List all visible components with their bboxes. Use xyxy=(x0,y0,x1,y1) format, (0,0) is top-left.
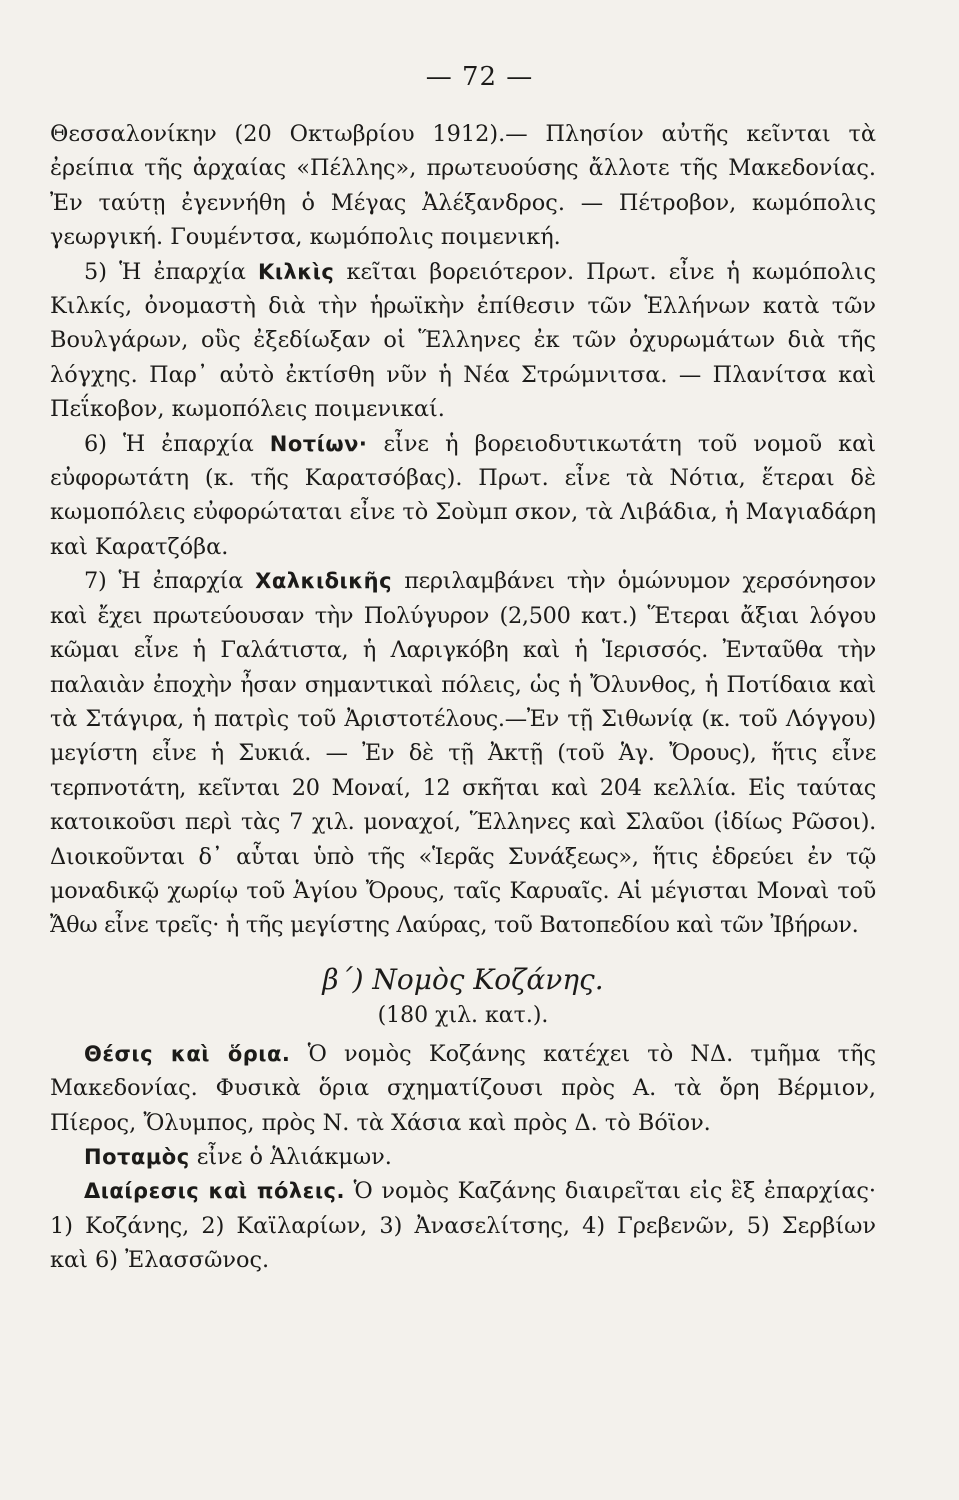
section-number-text: 7) Ἡ ἐπαρχία xyxy=(84,568,256,595)
paragraph-text: εἶνε ὁ Ἁλιάκμων. xyxy=(189,1143,392,1170)
keyword-division-cities: Διαίρεσις καὶ πόλεις. xyxy=(84,1179,345,1204)
page-body xyxy=(50,117,876,1278)
paragraph-text: κεῖται βορειότερον. Πρωτ. εἶνε ἡ κωμόπολις Κιλκίς, ὀνομαστὴ διὰ τὴν ἡρωϊκὴν ἐπίθεσιν τῶν Ἑλλήνων κατὰ τῶν Βουλγάρων, οὓς ἐξεδίωξαν οἱ Ἕλληνες ἐκ τῶν ὀχυρωμάτων διὰ τῆς λόγχης. Παρ᾽ αὐτὸ ἐκτίσθη νῦν ἡ Νέα Στρώμνιτσα. — Πλανίτσα καὶ Πεΐκοβον, κωμοπόλεις ποιμενικαί. xyxy=(50,258,876,423)
paragraph-river xyxy=(50,1140,876,1174)
paragraph-position-borders xyxy=(50,1037,876,1140)
paragraph-kilkis xyxy=(50,255,876,427)
keyword-river: Ποταμὸς xyxy=(84,1144,190,1169)
keyword-chalkidiki: Χαλκιδικῆς xyxy=(255,569,393,594)
paragraph-division-cities xyxy=(50,1174,876,1277)
paragraph-text: περιλαμβάνει τὴν ὁμώνυμον χερσόνησον καὶ ἔχει πρωτεύουσαν τὴν Πολύγυρον (2,500 κατ.) Ἕτεραι ἄξιαι λόγου κῶμαι εἶνε ἡ Γαλάτιστα, ἡ Λαριγκόβη καὶ ἡ Ἱερισσός. Ἐνταῦθα τὴν παλαιὰν ἐποχὴν ἦσαν σημαντικαὶ πόλεις, ὡς ἡ Ὄλυνθος, ἡ Ποτίδαια καὶ τὰ Στάγιρα, ἡ πατρὶς τοῦ Ἀριστοτέλους.—Ἐν τῇ Σιθωνίᾳ (κ. τοῦ Λόγγου) μεγίστη εἶνε ἡ Συκιά. — Ἐν δὲ τῇ Ἀκτῇ (τοῦ Ἁγ. Ὄρους), ἥτις εἶνε τερπνοτάτη, κεῖνται 20 Μοναί, 12 σκῆται καὶ 204 κελλία. Εἰς ταύτας κατοικοῦσι περὶ τὰς 7 χιλ. μοναχοί, Ἕλληνες καὶ Σλαῦοι (ἰδίως Ρῶσοι). Διοικοῦνται δ᾽ αὗται ὑπὸ τῆς «Ἱερᾶς Συνάξεως», ἥτις ἑδρεύει ἐν τῷ μοναδικῷ χωρίῳ τοῦ Ἁγίου Ὄρους, ταῖς Καρυαῖς. Αἱ μέγισται Μοναὶ τοῦ Ἄθω εἶνε τρεῖς· ἡ τῆς μεγίστης Λαύρας, τοῦ Βατοπεδίου καὶ τῶν Ἰβήρων. xyxy=(50,568,876,939)
section-heading: β΄) Νομὸς Κοζάνης. xyxy=(322,962,604,996)
paragraph-text: Ὁ νομὸς Κοζάνης κατέχει τὸ ΝΔ. τμῆμα τῆς Μακεδονίας. Φυσικὰ ὅρια σχηματίζουσι πρὸς Α. τὰ ὄρη Βέρμιον, Πίερος, Ὄλυμπος, πρὸς Ν. τὰ Χάσια καὶ πρὸς Δ. τὸ Βόϊον. xyxy=(50,1040,876,1136)
paragraph-chalkidiki xyxy=(50,564,876,942)
section-number-text: 5) Ἡ ἐπαρχία xyxy=(84,258,259,285)
keyword-kilkis: Κιλκὶς xyxy=(258,259,335,284)
paragraph-text: Ὁ νομὸς Καζάνης διαιρεῖται εἰς ἓξ ἐπαρχίας· 1) Κοζάνης, 2) Καϊλαρίων, 3) Ἀνασελίτσης, 4) Γρεβενῶν, 5) Σερβίων καὶ 6) Ἐλασσῶνος. xyxy=(50,1178,877,1274)
paragraph-notion xyxy=(50,427,876,565)
section-number-text: 6) Ἡ ἐπαρχία xyxy=(84,430,270,457)
keyword-position-borders: Θέσις καὶ ὅρια. xyxy=(84,1041,291,1066)
paragraph-thessaloniki: Θεσσαλονίκην (20 Οκτωβρίου 1912).— Πλησίον αὐτῆς κεῖνται τὰ ἐρείπια τῆς ἀρχαίας «Πέλλης», πρωτευούσης ἄλλοτε τῆς Μακεδονίας. Ἐν ταύτῃ ἐγεννήθη ὁ Μέγας Ἀλέξανδρος. — Πέτροβον, κωμόπολις γεωργική. Γουμέντσα, κωμόπολις ποιμενική. xyxy=(50,121,876,251)
section-subheading: (180 χιλ. κατ.). xyxy=(377,1002,549,1028)
paragraph-text: εἶνε ἡ βορειοδυτικωτάτη τοῦ νομοῦ καὶ εὐφορωτάτη (κ. τῆς Καρατσόβας). Πρωτ. εἶνε τὰ Νότια, ἕτεραι δὲ κωμοπόλεις εὐφορώταται εἶνε τὸ Σοὺμπ σκον, τὰ Λιβάδια, ἡ Μαγιαδάρη καὶ Καρατζόβα. xyxy=(50,430,876,560)
keyword-notion: Νοτίων· xyxy=(269,431,368,456)
page-number: — 72 — xyxy=(425,62,534,92)
